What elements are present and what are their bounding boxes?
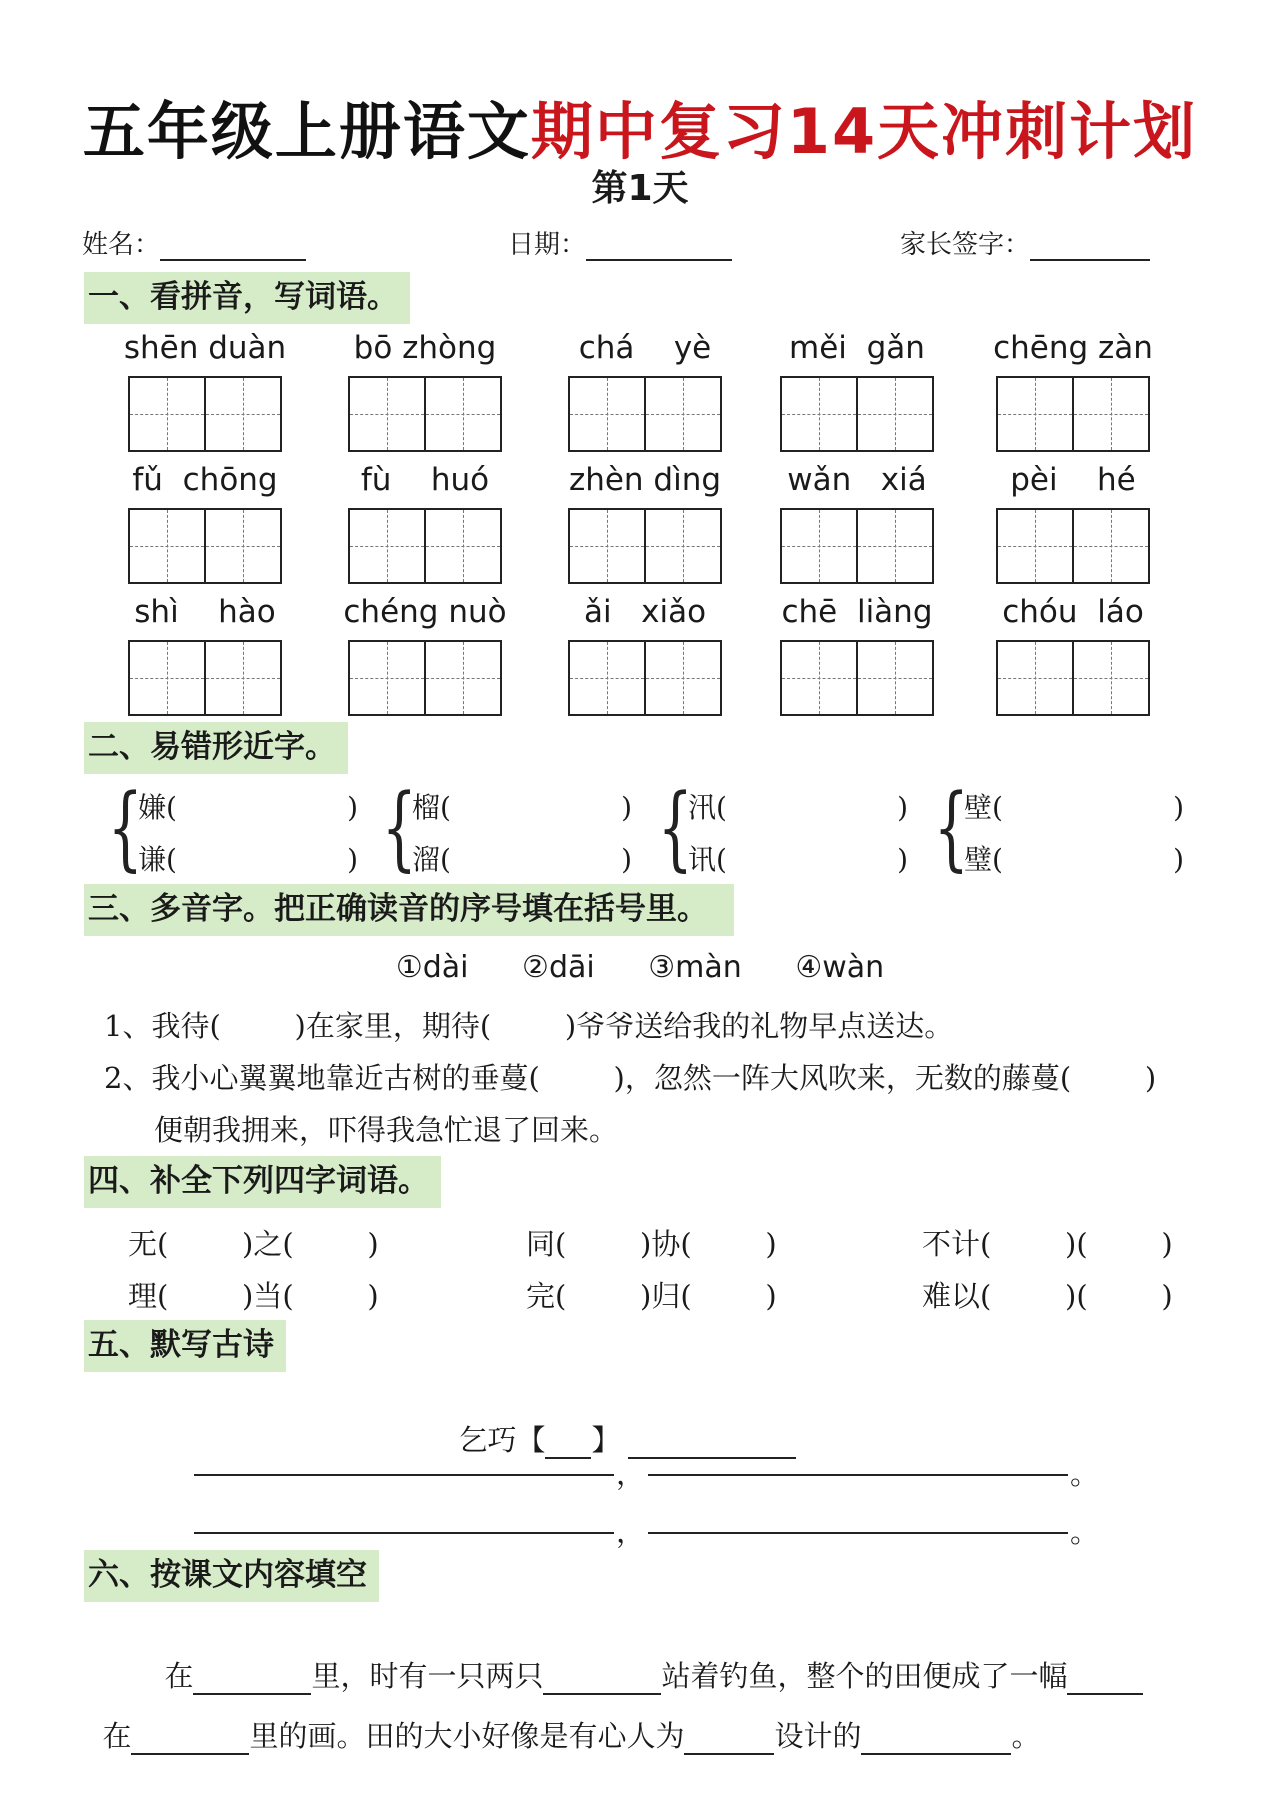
writing-cell[interactable] xyxy=(130,510,204,582)
writing-cell[interactable] xyxy=(130,642,204,714)
confusable-char: 汛( xyxy=(688,791,727,824)
writing-cell[interactable] xyxy=(570,642,644,714)
poem-line-1a[interactable] xyxy=(194,1472,614,1476)
day-label: 第1天 xyxy=(591,168,689,209)
writing-cell[interactable] xyxy=(856,642,932,714)
pinyin-label: fù huó xyxy=(360,462,490,498)
writing-cell[interactable] xyxy=(204,642,280,714)
option-3: ③màn xyxy=(648,950,742,985)
fill-1-a: 在 xyxy=(164,1659,194,1693)
confusable-top[interactable] xyxy=(138,786,358,830)
fill-2-a: 在 xyxy=(102,1719,132,1753)
writing-cell[interactable] xyxy=(424,510,500,582)
writing-cell[interactable] xyxy=(998,510,1072,582)
writing-cell[interactable] xyxy=(570,510,644,582)
poem-period-2: 。 xyxy=(1070,1515,1100,1549)
poem-title-line xyxy=(440,1384,796,1459)
fill-blank-3[interactable] xyxy=(1067,1663,1143,1695)
writing-box-pair[interactable] xyxy=(996,508,1150,584)
writing-box-pair[interactable] xyxy=(780,376,934,452)
writing-cell[interactable] xyxy=(1072,378,1148,450)
confusable-bottom[interactable] xyxy=(688,838,908,882)
writing-box-pair[interactable] xyxy=(780,640,934,716)
name-field[interactable] xyxy=(82,224,306,261)
writing-cell[interactable] xyxy=(130,378,204,450)
pinyin-label: ǎi xiǎo xyxy=(583,594,707,630)
section-2-header: 二、易错形近字。 xyxy=(84,722,348,774)
pinyin-label: fǔ chōng xyxy=(132,462,278,498)
name-label: 姓名： xyxy=(82,230,161,260)
idiom-5[interactable]: 完( )归( ) xyxy=(526,1279,777,1313)
option-1: ①dài xyxy=(395,950,469,985)
parent-label: 家长签字： xyxy=(900,230,1031,260)
writing-box-pair[interactable] xyxy=(128,640,282,716)
fill-blank-6[interactable] xyxy=(861,1723,1011,1755)
poem-dynasty-blank[interactable] xyxy=(628,1427,796,1459)
writing-cell[interactable] xyxy=(856,510,932,582)
writing-cell[interactable] xyxy=(424,378,500,450)
writing-box-pair[interactable] xyxy=(568,508,722,584)
writing-cell[interactable] xyxy=(856,378,932,450)
confusable-char: 壁( xyxy=(964,791,1003,824)
fill-2-c: 设计的 xyxy=(774,1719,862,1753)
writing-box-pair[interactable] xyxy=(128,376,282,452)
pinyin-label: chéng nuò xyxy=(343,594,507,630)
parent-signature-field[interactable] xyxy=(900,224,1150,261)
idiom-3[interactable]: 不计( )( ) xyxy=(922,1227,1173,1261)
pinyin-label: chē liàng xyxy=(781,594,933,630)
polyphone-options xyxy=(0,950,1280,985)
polyphone-question-1: 1、我待( )在家里，期待( )爷爷送给我的礼物早点送达。 xyxy=(104,1009,954,1043)
close-paren: ) xyxy=(1173,843,1184,876)
option-2: ②dāi xyxy=(522,950,595,985)
fill-1-c: 站着钓鱼，整个的田便成了一幅 xyxy=(661,1659,1068,1693)
pinyin-label: shēn duàn xyxy=(123,330,287,366)
pinyin-label: bō zhòng xyxy=(353,330,497,366)
section-6-header: 六、按课文内容填空 xyxy=(84,1550,379,1602)
close-paren: ) xyxy=(621,791,632,824)
writing-box-pair[interactable] xyxy=(996,640,1150,716)
brace-icon: { xyxy=(657,774,693,881)
poem-period-1: 。 xyxy=(1070,1457,1100,1491)
pinyin-label: chóu láo xyxy=(1002,594,1144,630)
pinyin-label: pèi hé xyxy=(1010,462,1136,498)
confusable-bottom[interactable] xyxy=(412,838,632,882)
poem-author-blank[interactable] xyxy=(545,1427,591,1459)
writing-box-pair[interactable] xyxy=(128,508,282,584)
confusable-bottom[interactable] xyxy=(964,838,1184,882)
pinyin-label: shì hào xyxy=(134,594,276,630)
date-blank[interactable] xyxy=(586,231,732,261)
parent-blank[interactable] xyxy=(1030,231,1150,261)
close-paren: ) xyxy=(621,843,632,876)
pinyin-label: měi gǎn xyxy=(789,330,925,366)
writing-box-pair[interactable] xyxy=(780,508,934,584)
fill-2-b: 里的画。田的大小好像是有心人为 xyxy=(249,1719,685,1753)
confusable-char: 溜( xyxy=(412,843,451,876)
brace-icon: { xyxy=(933,774,969,881)
pinyin-label: zhèn dìng xyxy=(568,462,722,498)
polyphone-question-2-cont: 便朝我拥来，吓得我急忙退了回来。 xyxy=(154,1113,619,1147)
poem-line-1b[interactable] xyxy=(648,1472,1068,1476)
close-paren: ) xyxy=(897,791,908,824)
fill-1-b: 里，时有一只两只 xyxy=(311,1659,544,1693)
section-5-header: 五、默写古诗 xyxy=(84,1320,286,1372)
confusable-top[interactable] xyxy=(964,786,1184,830)
section-3-header: 三、多音字。把正确读音的序号填在括号里。 xyxy=(84,884,734,936)
confusable-bottom[interactable] xyxy=(138,838,358,882)
writing-box-pair[interactable] xyxy=(348,508,502,584)
polyphone-question-2: 2、我小心翼翼地靠近古树的垂蔓( )，忽然一阵大风吹来，无数的藤蔓( ) xyxy=(104,1061,1157,1095)
title-part-1: 五年级上册语文 xyxy=(82,95,531,168)
writing-cell[interactable] xyxy=(424,642,500,714)
pinyin-label: chēng zàn xyxy=(993,330,1153,366)
writing-cell[interactable] xyxy=(570,378,644,450)
writing-cell[interactable] xyxy=(204,510,280,582)
confusable-char: 榴( xyxy=(412,791,451,824)
confusable-char: 谦( xyxy=(138,843,177,876)
writing-box-pair[interactable] xyxy=(348,640,502,716)
date-field[interactable] xyxy=(508,224,732,261)
writing-cell[interactable] xyxy=(998,378,1072,450)
close-paren: ) xyxy=(897,843,908,876)
poem-bracket-close: 】 xyxy=(591,1423,621,1457)
brace-icon: { xyxy=(381,774,417,881)
writing-cell[interactable] xyxy=(998,642,1072,714)
pinyin-label: wǎn xiá xyxy=(787,462,927,498)
brace-icon: { xyxy=(107,774,143,881)
section-4-header: 四、补全下列四字词语。 xyxy=(84,1156,441,1208)
idiom-4[interactable]: 理( )当( ) xyxy=(128,1279,379,1313)
date-label: 日期： xyxy=(508,230,587,260)
poem-title: 乞巧【 xyxy=(458,1423,546,1457)
writing-box-pair[interactable] xyxy=(568,376,722,452)
writing-cell[interactable] xyxy=(350,378,424,450)
idiom-2[interactable]: 同( )协( ) xyxy=(526,1227,777,1261)
page-title xyxy=(0,82,1280,171)
writing-cell[interactable] xyxy=(204,378,280,450)
poem-line-2b[interactable] xyxy=(648,1530,1068,1534)
fill-blank-5[interactable] xyxy=(684,1723,774,1755)
writing-cell[interactable] xyxy=(350,642,424,714)
writing-cell[interactable] xyxy=(1072,510,1148,582)
name-blank[interactable] xyxy=(160,231,306,261)
confusable-char: 璧( xyxy=(964,843,1003,876)
confusable-top[interactable] xyxy=(688,786,908,830)
writing-box-pair[interactable] xyxy=(568,640,722,716)
option-4: ④wàn xyxy=(795,950,885,985)
writing-cell[interactable] xyxy=(782,642,856,714)
poem-comma-2: ， xyxy=(616,1515,646,1549)
title-part-2: 期中复习14天冲刺计划 xyxy=(530,95,1198,168)
confusable-char: 嫌( xyxy=(138,791,177,824)
writing-cell[interactable] xyxy=(644,510,720,582)
confusable-char: 讯( xyxy=(688,843,727,876)
writing-box-pair[interactable] xyxy=(348,376,502,452)
section-1-header: 一、看拼音，写词语。 xyxy=(84,272,410,324)
writing-cell[interactable] xyxy=(782,510,856,582)
poem-comma-1: ， xyxy=(616,1457,646,1491)
idiom-1[interactable]: 无( )之( ) xyxy=(128,1227,379,1261)
close-paren: ) xyxy=(347,791,358,824)
close-paren: ) xyxy=(1173,791,1184,824)
writing-box-pair[interactable] xyxy=(996,376,1150,452)
pinyin-label: chá yè xyxy=(578,330,712,366)
writing-cell[interactable] xyxy=(644,642,720,714)
close-paren: ) xyxy=(347,843,358,876)
poem-line-2a[interactable] xyxy=(194,1530,614,1534)
fill-blank-4[interactable] xyxy=(131,1723,249,1755)
writing-cell[interactable] xyxy=(1072,642,1148,714)
confusable-top[interactable] xyxy=(412,786,632,830)
writing-cell[interactable] xyxy=(644,378,720,450)
fill-2-d: 。 xyxy=(1011,1719,1041,1753)
fill-line-2 xyxy=(84,1680,1041,1755)
writing-cell[interactable] xyxy=(350,510,424,582)
writing-cell[interactable] xyxy=(782,378,856,450)
idiom-6[interactable]: 难以( )( ) xyxy=(922,1279,1173,1313)
